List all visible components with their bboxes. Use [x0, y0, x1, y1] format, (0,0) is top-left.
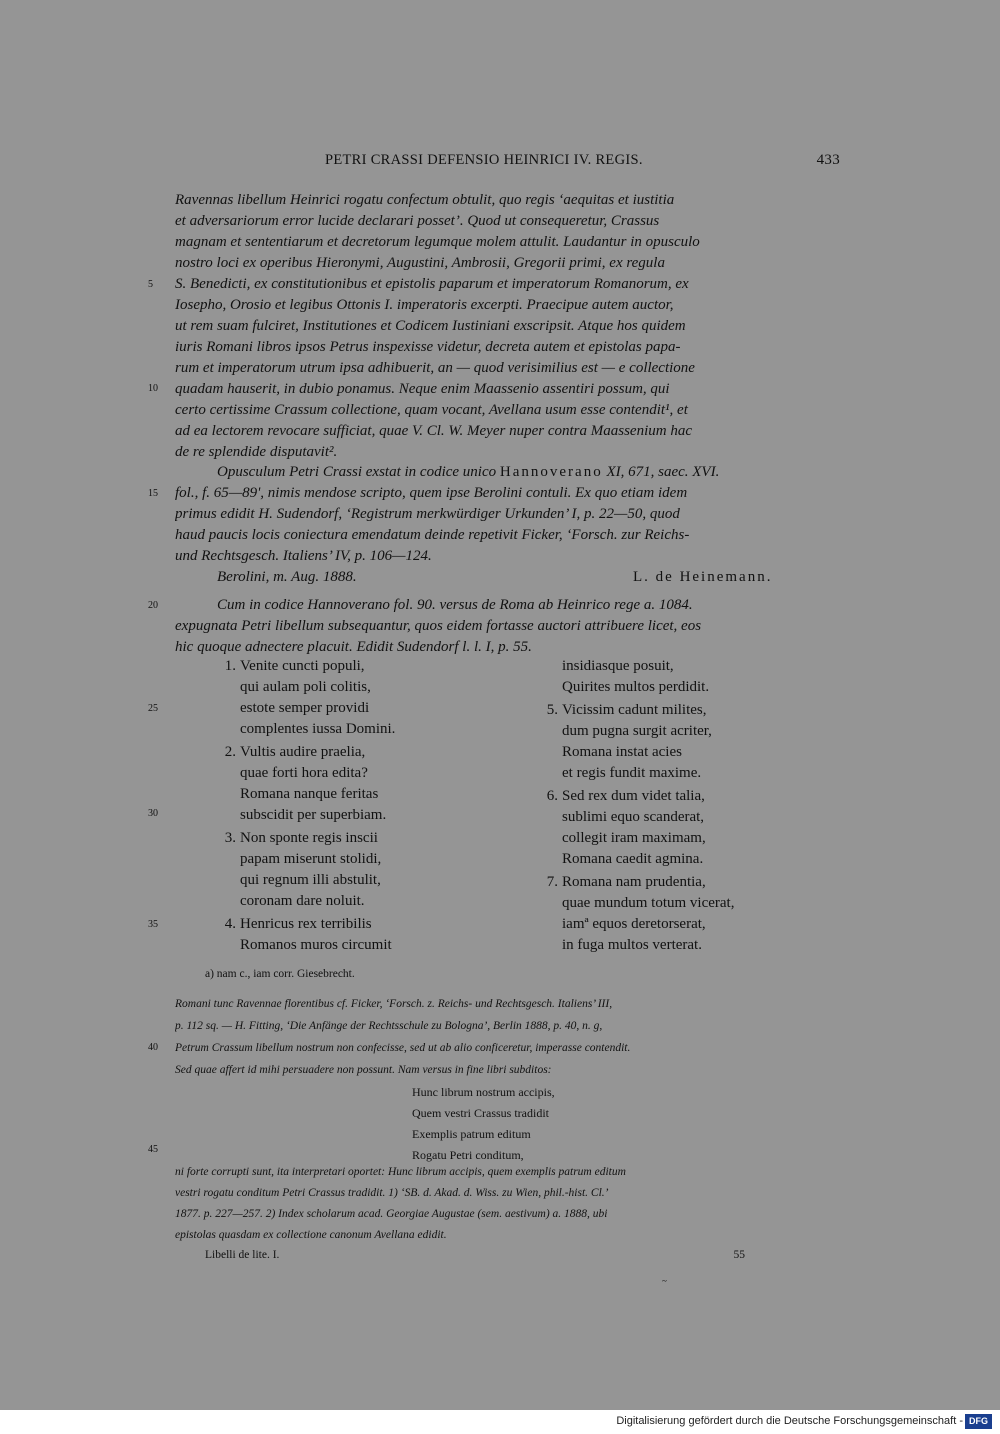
poem-line: 3. Non sponte regis inscii	[224, 830, 378, 846]
text-line: certo certissime Crassum collectione, quam vocant, Avellana usum esse contendit¹, et	[175, 402, 688, 418]
scan-mark: ~	[662, 1276, 667, 1286]
codex-text: Opusculum Petri Crassi exstat in codice unico	[217, 464, 497, 480]
line-number: 30	[148, 808, 158, 819]
note-line: p. 112 sq. — H. Fitting, ‘Die Anfänge der Rechtsschule zu Bologna’, Berlin 1888, p. 40, n. g,	[175, 1020, 603, 1032]
text-line: et adversariorum error lucide declarari posset’. Quod ut consequeretur, Crassus	[175, 213, 660, 229]
poem-line: 6. Sed rex dum videt talia,	[546, 788, 705, 804]
poem-line: estote semper providi	[240, 700, 370, 716]
line-number: 10	[148, 383, 158, 394]
codex-text: XI, 671, saec. XVI.	[606, 464, 720, 480]
place-date: Berolini, m. Aug. 1888.	[217, 569, 357, 585]
poem-line: sublimi equo scanderat,	[562, 809, 705, 825]
line-number: 20	[148, 600, 158, 611]
poem-line: quae forti hora edita?	[240, 765, 368, 781]
poem-line: papam miserunt stolidi,	[240, 851, 382, 867]
poem-line: 4. Henricus rex terribilis	[224, 916, 372, 932]
text-line: fol., f. 65—89', nimis mendose scripto, quem ipse Berolini contuli. Ex quo etiam idem	[175, 485, 688, 501]
verse-line: Exemplis patrum editum	[412, 1127, 531, 1141]
poem-line: Romana caedit agmina.	[562, 851, 704, 867]
page-number: 433	[816, 152, 840, 168]
line-number: 5	[148, 279, 153, 290]
poem-line: qui aulam poli colitis,	[240, 679, 371, 695]
text-line: ad ea lectorem revocare sufficiat, quae V. Cl. W. Meyer nuper contra Maassenium hac	[175, 423, 692, 439]
poem-line: Romana instat acies	[562, 744, 682, 760]
text-line: iuris Romani libros ipsos Petrus inspexisse videtur, decreta autem et epistolas papa-	[175, 339, 681, 355]
poem-line: insidiasque posuit,	[562, 658, 674, 674]
funding-banner	[0, 1410, 1000, 1434]
text-line: und Rechtsgesch. Italiens’ IV, p. 106—124.	[175, 548, 432, 564]
dfg-logo-icon[interactable]: DFG	[965, 1414, 992, 1429]
poem-line: 7. Romana nam prudentia,	[546, 874, 706, 890]
text-line: magnam et sententiarum et decretorum legumque molem attulit. Laudantur in opusculo	[175, 234, 700, 250]
text-line: expugnata Petri libellum subsequantur, quos eidem fortasse auctori attribuere licet, eos	[175, 618, 702, 634]
text-line: quadam hauserit, in dubio ponamus. Neque enim Maassenio assentiri possum, qui	[175, 381, 670, 397]
verse-line: Hunc librum nostrum accipis,	[412, 1085, 555, 1099]
text-line: rum et imperatorum utrum ipsa adhibuerit, an — quod verisimilius est — e collectione	[175, 360, 695, 376]
signature-mark: Libelli de lite. I.	[205, 1249, 280, 1261]
poem-line: iamª equos deretorserat,	[562, 916, 706, 932]
poem-line: et regis fundit maxime.	[562, 765, 702, 781]
text-line: Ravennas libellum Heinrici rogatu confectum obtulit, quo regis ‘aequitas et iustitia	[175, 192, 675, 208]
poem-line: subscidit per superbiam.	[240, 807, 387, 823]
text-line: ut rem suam fulciret, Institutiones et Codicem Iustiniani exscripsit. Atque hos quidem	[175, 318, 686, 334]
note-line: epistolas quasdam ex collectione canonum Avellana edidit.	[175, 1229, 447, 1241]
running-title: PETRI CRASSI DEFENSIO HEINRICI IV. REGIS.	[325, 152, 643, 168]
text-line: haud paucis locis coniectura emendatum deinde repetivit Ficker, ‘Forsch. zur Reichs-	[175, 527, 690, 543]
signature-line	[175, 567, 840, 588]
poem-line: Quirites multos perdidit.	[562, 679, 710, 695]
poem-line: Romanos muros circumit	[240, 937, 392, 953]
poem-line: Romana nanque feritas	[240, 786, 379, 802]
text-line: Iosepho, Orosio et legibus Ottonis I. imperatoris excerpti. Praecipue autem auctor,	[175, 297, 674, 313]
poem-line: 2. Vultis audire praelia,	[224, 744, 366, 760]
line-number: 25	[148, 703, 158, 714]
verse-line: Quem vestri Crassus tradidit	[412, 1106, 549, 1120]
verse-line: Rogatu Petri conditum,	[412, 1148, 524, 1162]
text-line: de re splendide disputavit².	[175, 444, 338, 460]
line-number: 15	[148, 488, 158, 499]
codex-name: Hannoverano	[499, 464, 603, 480]
poem-line: in fuga multos verterat.	[562, 937, 702, 953]
page-footer	[205, 1249, 745, 1267]
note-line: Romani tunc Ravennae florentibus cf. Ficker, ‘Forsch. z. Reichs- und Rechtsgesch. Italiens’ III,	[175, 998, 613, 1010]
text-line: primus edidit H. Sudendorf, ‘Registrum merkwürdiger Urkunden’ I, p. 22—50, quod	[175, 506, 680, 522]
poem-line: complentes iussa Domini.	[240, 721, 396, 737]
text-line: Cum in codice Hannoverano fol. 90. versus de Roma ab Heinrico rege a. 1084.	[217, 597, 693, 613]
gathering-number: 55	[733, 1249, 745, 1261]
poem-line: dum pugna surgit acriter,	[562, 723, 712, 739]
poem-line: 5. Vicissim cadunt milites,	[546, 702, 707, 718]
running-head	[175, 152, 840, 172]
poem-line: coronam dare noluit.	[240, 893, 365, 909]
critical-apparatus: a) nam c., iam corr. Giesebrecht.	[205, 968, 355, 980]
text-line: hic quoque adnectere placuit. Edidit Sudendorf l. l. I, p. 55.	[175, 639, 532, 655]
note-line: vestri rogatu conditum Petri Crassus tradidit. 1) ‘SB. d. Akad. d. Wiss. zu Wien, phil.-hist. Cl.’	[175, 1187, 609, 1199]
note-line: 1877. p. 227—257. 2) Index scholarum acad. Georgiae Augustae (sem. aestivum) a. 1888, ubi	[175, 1208, 608, 1220]
editor-name: L. de Heinemann.	[633, 569, 773, 585]
line-number: 45	[148, 1144, 158, 1155]
note-line: Petrum Crassum libellum nostrum non confecisse, sed ut ab alio conficeretur, imperasse contendit.	[175, 1042, 631, 1054]
text-line: S. Benedicti, ex constitutionibus et epistolis paparum et imperatorum Romanorum, ex	[175, 276, 689, 292]
poem-line: qui regnum illi abstulit,	[240, 872, 381, 888]
note-line: Sed quae affert id mihi persuadere non possunt. Nam versus in fine libri subditos:	[175, 1064, 552, 1076]
poem-line: 1. Venite cuncti populi,	[224, 658, 365, 674]
line-number: 40	[148, 1042, 158, 1053]
text-line: nostro loci ex operibus Hieronymi, Augustini, Ambrosii, Gregorii primi, ex regula	[175, 255, 665, 271]
text-line	[217, 462, 840, 483]
poem-line: collegit iram maximam,	[562, 830, 706, 846]
line-number: 35	[148, 919, 158, 930]
funding-text: Digitalisierung gefördert durch die Deutsche Forschungsgemeinschaft -	[616, 1415, 963, 1427]
note-line: ni forte corrupti sunt, ita interpretari oportet: Hunc librum accipis, quem exemplis patrum editum	[175, 1166, 626, 1178]
poem-line: quae mundum totum vicerat,	[562, 895, 735, 911]
